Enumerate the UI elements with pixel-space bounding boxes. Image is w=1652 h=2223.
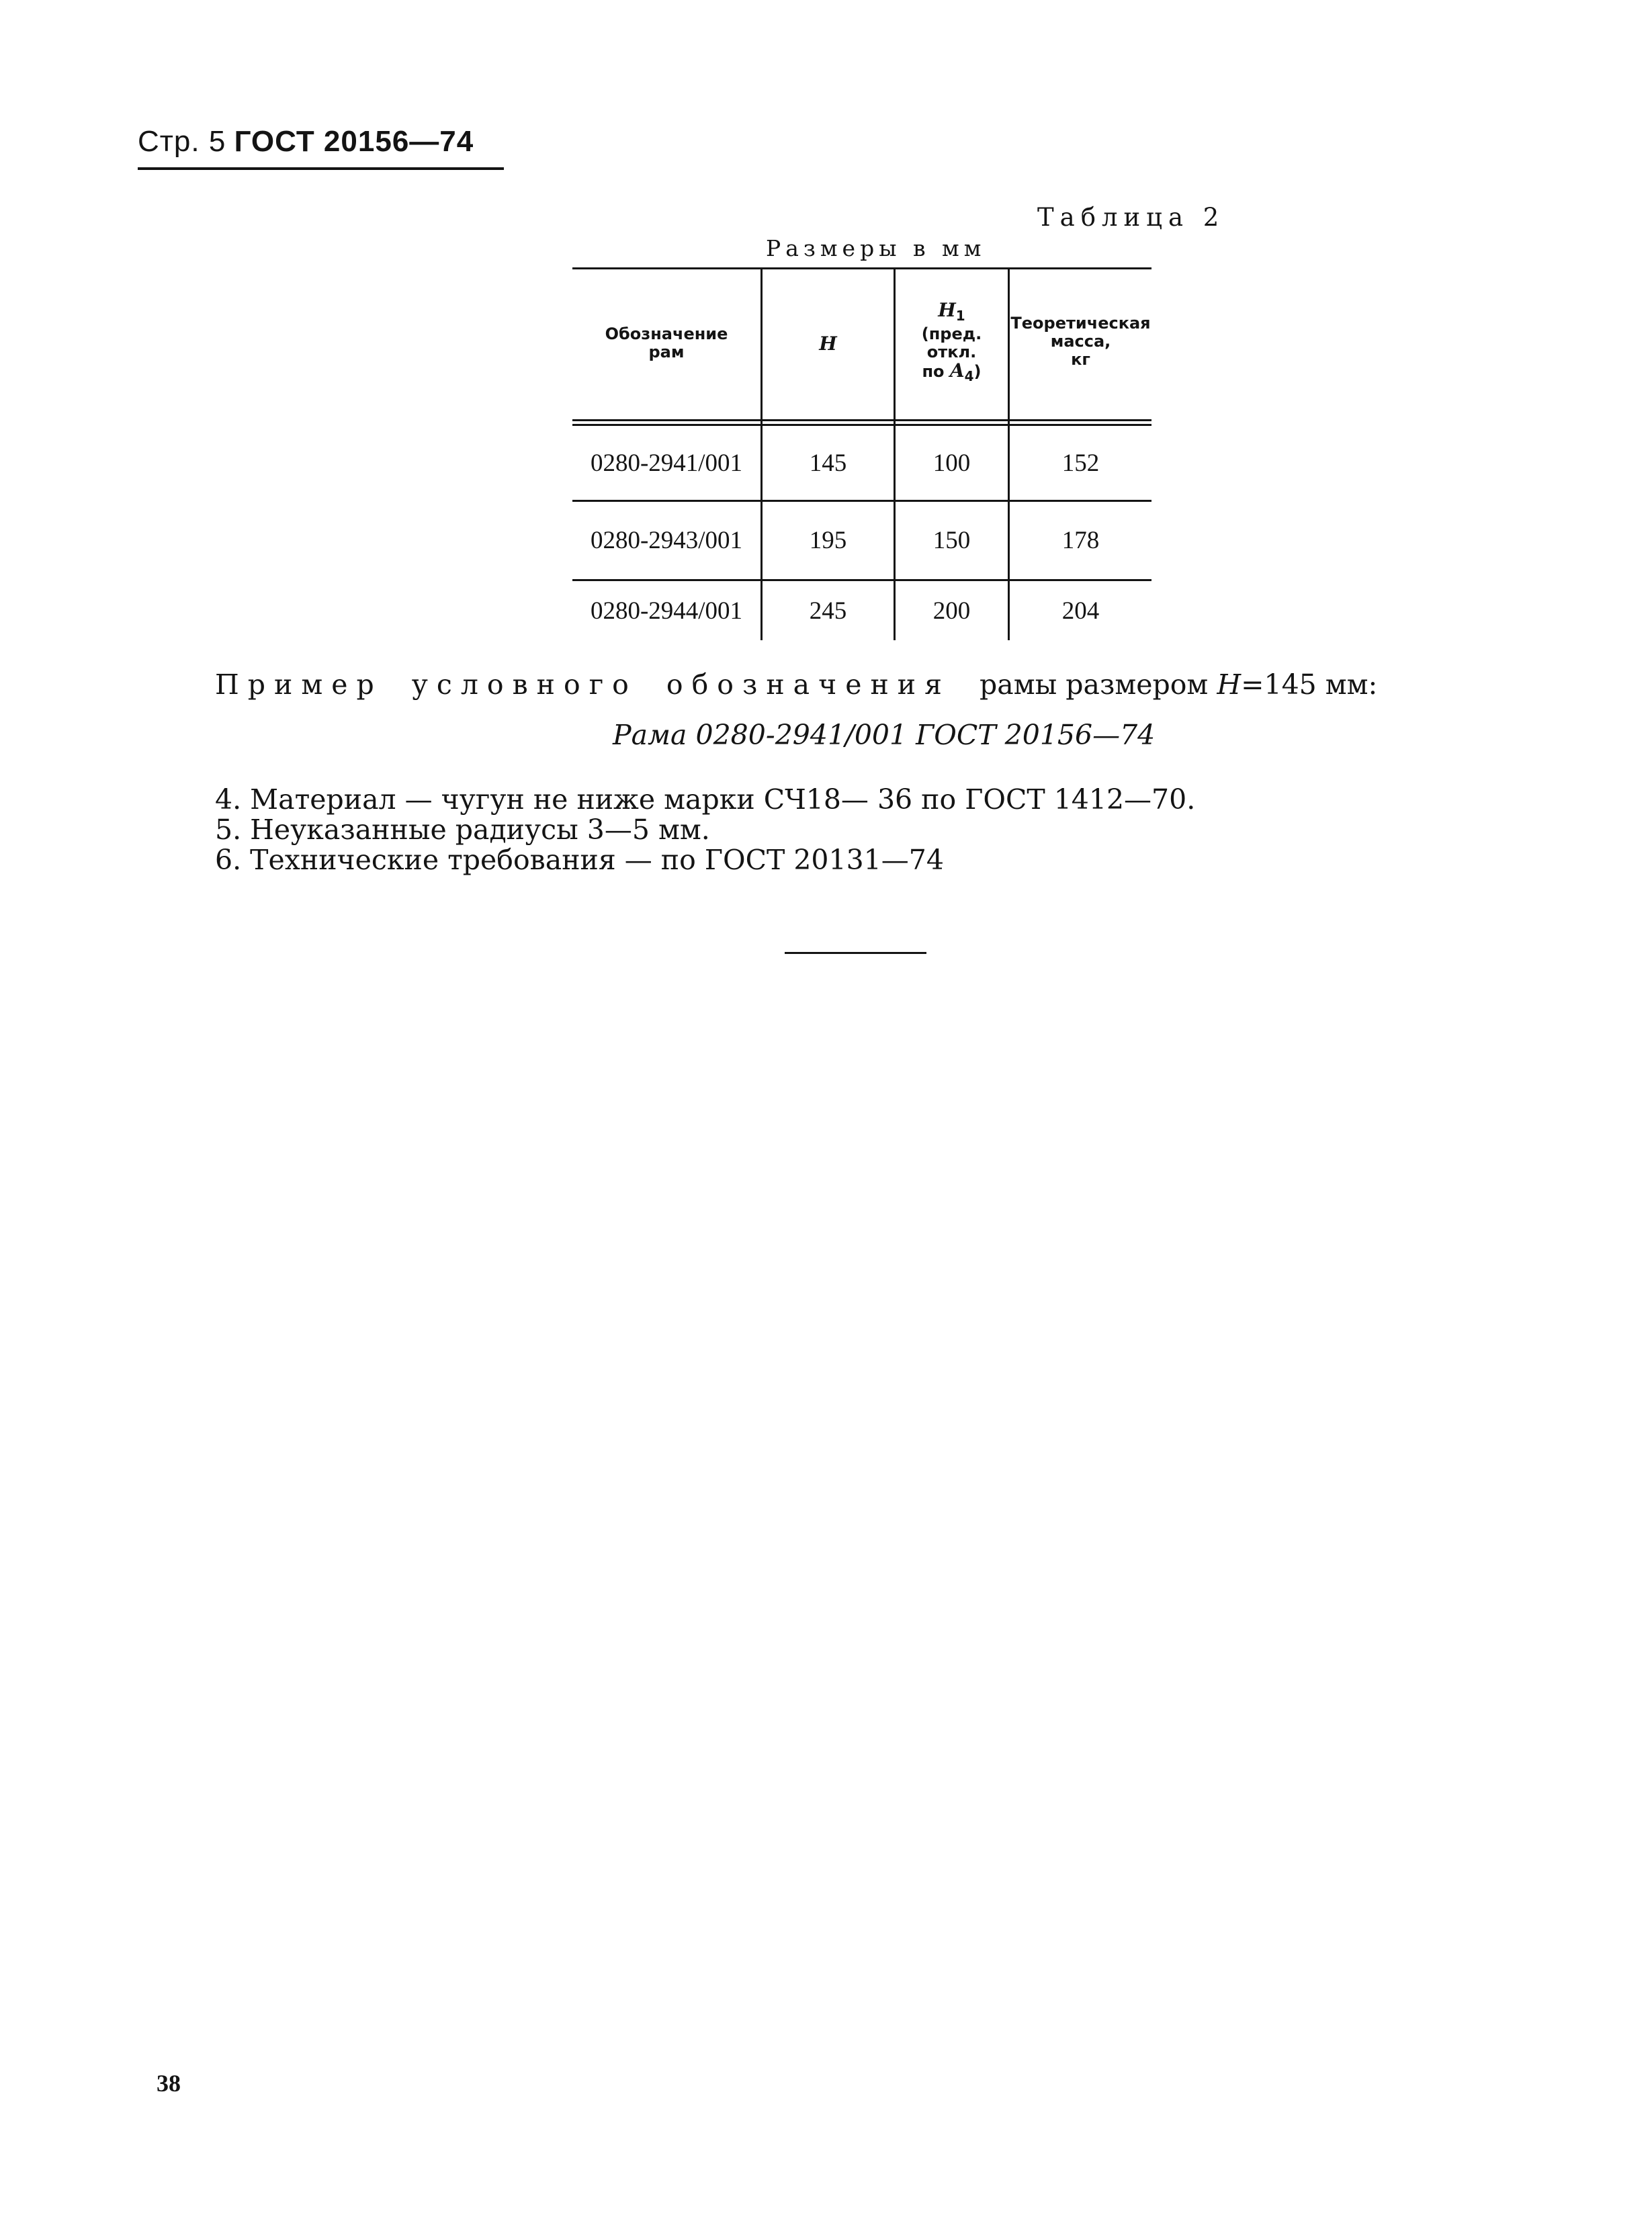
- row-1-h1: 100: [932, 449, 971, 477]
- table-caption: Таблица 2: [1037, 203, 1225, 232]
- section-end-rule: [785, 952, 926, 954]
- row-3-designation: 0280-2944/001: [590, 597, 743, 625]
- row-3-h1: 200: [932, 597, 971, 625]
- row-2-h: 195: [809, 527, 847, 554]
- row-1-mass: 152: [1061, 449, 1100, 477]
- row-2-mass: 178: [1061, 527, 1100, 554]
- row-2-h1: 150: [932, 527, 971, 554]
- dimensions-table: [572, 267, 1151, 640]
- example-line: Пример условного обозначения рамы размером H=145 мм:: [215, 668, 1378, 701]
- note-item: 4. Материал — чугун не ниже марки СЧ18— 36 по ГОСТ 1412—70.: [215, 783, 1196, 816]
- row-2-designation: 0280-2943/001: [590, 527, 743, 554]
- table-units: Размеры в мм: [766, 235, 986, 261]
- header-h1: $H_1$ (пред. откл. по $A_4$): [921, 299, 982, 384]
- header-rule-1: [572, 419, 1151, 421]
- note-item: 5. Неуказанные радиусы 3—5 мм.: [215, 814, 710, 846]
- row-1-h: 145: [809, 449, 847, 477]
- header-underline: [138, 167, 504, 170]
- header-designation: Обозначение рам: [605, 324, 728, 361]
- standard-number: ГОСТ 20156—74: [234, 125, 474, 158]
- header-mass: Теоретическая масса, кг: [1010, 314, 1151, 369]
- row-3-h: 245: [809, 597, 847, 625]
- page-number: 38: [157, 2070, 181, 2097]
- header-h: H: [819, 332, 837, 355]
- example-designation: Рама 0280-2941/001 ГОСТ 20156—74: [613, 719, 1156, 751]
- row-1-designation: 0280-2941/001: [590, 449, 743, 477]
- page-header: [138, 125, 474, 159]
- page-label: Стр. 5: [138, 125, 226, 158]
- row-3-mass: 204: [1061, 597, 1100, 625]
- notes-list: [215, 785, 1195, 875]
- note-item: 6. Технические требования — по ГОСТ 20131—74: [215, 844, 944, 876]
